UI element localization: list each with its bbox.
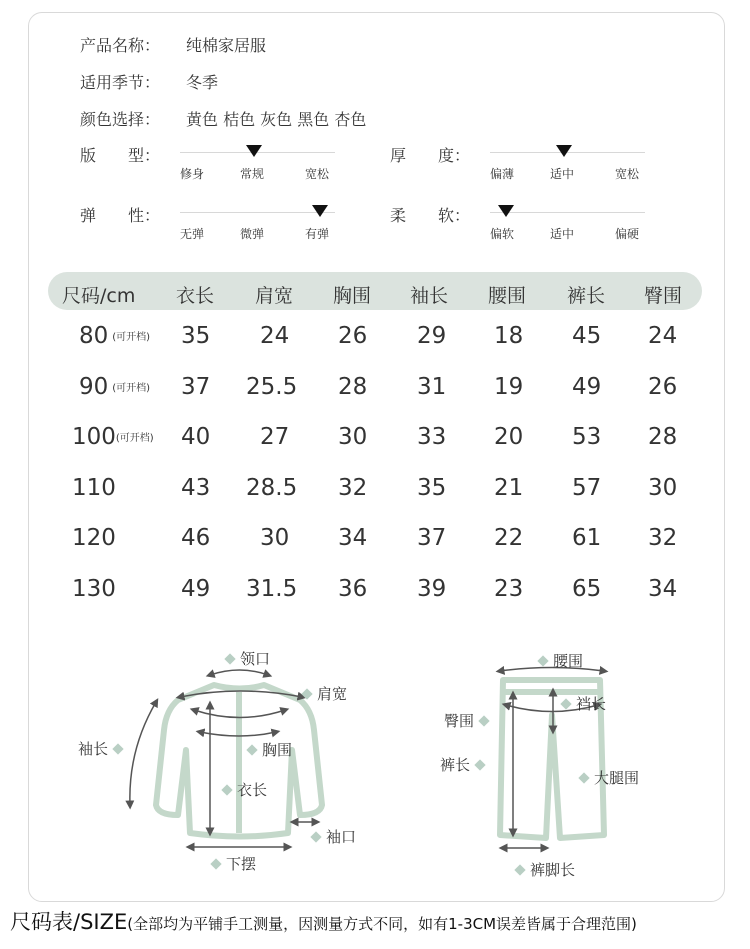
thickness-selected-marker bbox=[556, 145, 572, 157]
table-cell: 23 bbox=[494, 576, 524, 602]
table-cell: 27 bbox=[260, 424, 290, 451]
table-cell: 30 bbox=[338, 424, 368, 451]
table-cell: 26 bbox=[338, 323, 368, 349]
size-cell: 90 $^{(可开档)}$ bbox=[79, 373, 151, 400]
product-name-label: 产品名称： bbox=[80, 36, 161, 55]
header-cell-5: 腰围 bbox=[488, 285, 527, 307]
size-cell: 80 $^{(可开档)}$ bbox=[79, 323, 151, 349]
header-cell-2: 肩宽 bbox=[255, 285, 294, 307]
thickness-scale bbox=[490, 143, 645, 181]
table-cell: 28.5 bbox=[246, 474, 298, 501]
table-cell: 18 bbox=[494, 323, 524, 349]
table-cell: 30 bbox=[648, 474, 678, 501]
elasticity-label: 弹 性： bbox=[80, 206, 161, 225]
table-cell: 35 bbox=[417, 474, 447, 501]
softness-tick-0: 偏软 bbox=[490, 227, 515, 241]
header-cell-0: 尺码/cm bbox=[62, 285, 136, 307]
header-cell-3: 胸围 bbox=[333, 285, 372, 307]
thickness-tick-1: 适中 bbox=[550, 167, 575, 181]
waist-annotation: 腰围 bbox=[533, 650, 583, 671]
table-cell: 24 bbox=[260, 323, 290, 349]
fit-tick-1: 常规 bbox=[240, 167, 265, 181]
table-cell: 28 bbox=[338, 373, 368, 400]
measurement-diagram bbox=[0, 640, 750, 890]
leg-opening-annotation: 裤脚长 bbox=[510, 859, 575, 880]
header-cell-1: 衣长 bbox=[176, 285, 215, 307]
sleeve-annotation: 袖长 bbox=[78, 738, 128, 759]
elasticity-tick-0: 无弹 bbox=[180, 227, 205, 241]
season-value: 冬季 bbox=[186, 73, 219, 92]
header-cell-4: 袖长 bbox=[410, 285, 449, 307]
table-cell: 20 bbox=[494, 424, 524, 451]
color-value: 黄色 桔色 灰色 黑色 杏色 bbox=[186, 110, 367, 129]
size-cell: $100^{(可开档)}$ bbox=[72, 424, 154, 451]
table-cell: 43 bbox=[181, 474, 211, 501]
softness-label: 柔 软： bbox=[390, 206, 471, 225]
size-cell: 110 bbox=[72, 474, 116, 501]
table-cell: 26 bbox=[648, 373, 678, 400]
size-note: (可开档) bbox=[112, 332, 151, 343]
table-cell: 24 bbox=[648, 323, 678, 349]
size-note: (可开档) bbox=[112, 382, 151, 394]
elasticity-scale bbox=[180, 203, 335, 241]
thickness-tick-0: 偏薄 bbox=[490, 167, 515, 181]
elasticity-tick-2: 有弹 bbox=[305, 227, 330, 241]
table-cell: 53 bbox=[572, 424, 602, 451]
table-cell: 32 bbox=[338, 474, 368, 501]
table-cell: 32 bbox=[648, 525, 678, 552]
table-cell: 46 bbox=[181, 525, 211, 552]
table-cell: 34 bbox=[648, 576, 678, 602]
product-name-value: 纯棉家居服 bbox=[186, 36, 267, 55]
collar-annotation: 领口 bbox=[220, 648, 270, 669]
header-cell-7: 臀围 bbox=[644, 285, 683, 307]
softness-selected-marker bbox=[498, 205, 514, 217]
size-note: (可开档) bbox=[115, 433, 154, 445]
elasticity-selected-marker bbox=[312, 205, 328, 217]
table-cell: 31 bbox=[417, 373, 447, 400]
jacket-outline bbox=[156, 685, 322, 837]
pant-length-annotation: 裤长 bbox=[440, 754, 490, 775]
fit-label: 版 型： bbox=[80, 146, 161, 165]
footer bbox=[10, 906, 637, 936]
table-cell: 37 bbox=[181, 373, 211, 400]
footer-title: 尺码表/SIZE bbox=[10, 910, 128, 934]
thickness-label: 厚 度： bbox=[390, 146, 471, 165]
table-cell: 37 bbox=[417, 525, 447, 552]
table-cell: 39 bbox=[417, 576, 447, 602]
table-cell: 36 bbox=[338, 576, 368, 602]
fit-tick-0: 修身 bbox=[180, 167, 205, 181]
table-cell: 33 bbox=[417, 424, 447, 451]
color-label: 颜色选择： bbox=[80, 110, 161, 129]
season-label: 适用季节： bbox=[80, 73, 161, 92]
table-cell: 49 bbox=[181, 576, 211, 602]
table-cell: 22 bbox=[494, 525, 524, 552]
size-cell: 130 bbox=[72, 576, 116, 602]
hem-annotation: 下摆 bbox=[206, 853, 256, 874]
table-cell: 65 bbox=[572, 576, 602, 602]
rise-annotation: 裆长 bbox=[556, 693, 606, 714]
table-cell: 28 bbox=[648, 424, 678, 451]
softness-tick-2: 偏硬 bbox=[615, 227, 640, 241]
table-cell: 19 bbox=[494, 373, 524, 400]
length-annotation: 衣长 bbox=[217, 779, 267, 800]
fit-selected-marker bbox=[246, 145, 262, 157]
table-cell: 31.5 bbox=[246, 576, 298, 602]
fit-tick-2: 宽松 bbox=[305, 167, 330, 181]
thickness-tick-2: 宽松 bbox=[615, 167, 640, 181]
table-cell: 61 bbox=[572, 525, 602, 552]
table-cell: 30 bbox=[260, 525, 290, 552]
table-cell: 45 bbox=[572, 323, 602, 349]
header-cell-6: 裤长 bbox=[567, 285, 606, 307]
softness-tick-1: 适中 bbox=[550, 227, 575, 241]
chest-annotation: 胸围 bbox=[242, 739, 292, 760]
cuff-annotation: 袖口 bbox=[306, 826, 356, 847]
elasticity-tick-1: 微弹 bbox=[240, 227, 265, 241]
fit-scale bbox=[180, 143, 335, 181]
shoulder-annotation: 肩宽 bbox=[297, 683, 347, 704]
size-cell: 120 bbox=[72, 525, 116, 552]
table-cell: 21 bbox=[494, 474, 524, 501]
table-cell: 25.5 bbox=[246, 373, 298, 400]
table-cell: 29 bbox=[417, 323, 447, 349]
table-cell: 34 bbox=[338, 525, 368, 552]
table-cell: 49 bbox=[572, 373, 602, 400]
table-cell: 40 bbox=[181, 424, 211, 451]
softness-scale bbox=[490, 203, 645, 241]
hip-annotation: 臀围 bbox=[444, 710, 494, 731]
table-cell: 57 bbox=[572, 474, 602, 501]
footer-note: (全部均为平铺手工测量，因测量方式不同，如有1-3CM误差皆属于合理范围) bbox=[127, 915, 637, 933]
table-cell: 35 bbox=[181, 323, 211, 349]
thigh-annotation: 大腿围 bbox=[574, 767, 639, 788]
